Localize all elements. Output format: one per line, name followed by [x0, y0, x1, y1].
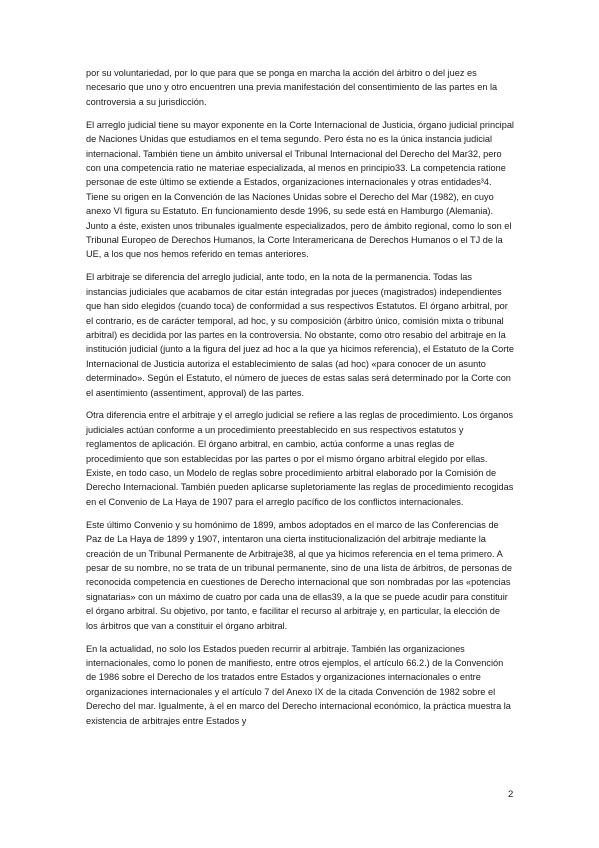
paragraph-3: El arbitraje se diferencia del arreglo judicial, ante todo, en la nota de la permanencia. Todas las instancias judiciales que acabamos de citar están integradas por jueces (magistrados) independientes que han sido elegidos (cuando toca) de conformidad a sus respectivos Estatutos. El órgano arbitral, por el contrario, es de carácter temporal, ad hoc, y su composición (árbitro único, comisión mixta o tribunal arbitral) es decidida por las partes en la controversia. No obstante, como otro resabio del arbitraje en la institución judicial (junto a la figura del juez ad hoc a la que ya hicimos referencia), el Estatuto de la Corte Internacional de Justicia autoriza el establecimiento de salas (ad hoc) «para conocer de un asunto determinado». Según el Estatuto, el número de jueces de estas salas será determinado por la Corte con el asentimiento (assentiment, approval) de las partes.: [86, 272, 514, 398]
paragraph-5: Este último Convenio y su homónimo de 1899, ambos adoptados en el marco de las Conferencias de Paz de La Haya de 1899 y 1907, intentaron una cierta institucionalización del arbitraje mediante la creación de un Tribunal Permanente de Arbitraje38, al que ya hicimos referencia en el tema primero. A pesar de su nombre, no se trata de un tribunal permanente, sino de una lista de árbitros, de personas de reconocida competencia en cuestiones de Derecho internacional que son nombradas por las «potencias signatarias» con un máximo de cuatro por cada una de ellas39, a la que se puede acudir para constituir el órgano arbitral. Su objetivo, por tanto, e facilitar el recurso al arbitraje y, en particular, la elección de los árbitros que van a constituir el órgano arbitral.: [86, 519, 512, 631]
paragraph-2: El arreglo judicial tiene su mayor exponente en la Corte Internacional de Justicia, órgano judicial principal de Naciones Unidas que estudiamos en el tema segundo. Pero ésta no es la única instancia judicial internacional. También tiene un ámbito universal el Tribunal Internacional del Derecho del Mar32, pero con una competencia ratio ne materiae especializada, al menos en principio33. La competencia ratione personae de este último se extiende a Estados, organizaciones internacionales y otras entidades³4. Tiene su origen en la Convención de las Naciones Unidas sobre el Derecho del Mar (1982), en cuyo anexo VI figura su Estatuto. En funcionamiento desde 1996, su sede está en Hamburgo (Alemania). Junto a éste, existen unos tribunales igualmente especializados, pero de ámbito regional, como lo son el Tribunal Europeo de Derechos Humanos, la Corte Interamericana de Derechos Humanos o el TJ de la UE, a los que nos hemos referido en temas anteriores.: [86, 119, 514, 260]
paragraph-6: En la actualidad, no solo los Estados pueden recurrir al arbitraje. También las organizaciones internacionales, como lo ponen de manifiesto, entre otros ejemplos, el artículo 66.2.) de la Convención de 1986 sobre el Derecho de los tratados entre Estados y organizaciones internacionales o entre organizaciones internacionales y el artículo 7 del Anexo IX de la citada Convención de 1982 sobre el Derecho del mar. Igualmente, à el en marco del Derecho internacional económico, la práctica muestra la existencia de arbitrajes entre Estados y: [86, 643, 511, 726]
body-text: [86, 66, 514, 736]
paragraph-1: por su voluntariedad, por lo que para que se ponga en marcha la acción del árbitro o del juez es necesario que uno y otro encuentren una previa manifestación del consentimiento de las partes en la controversia a su jurisdicción.: [86, 68, 498, 107]
paragraph-4: Otra diferencia entre el arbitraje y el arreglo judicial se refiere a las reglas de procedimiento. Los órganos judiciales actúan conforme a un procedimiento preestablecido en sus respectivos estatutos y reglamentos de aplicación. El órgano arbitral, en cambio, actúa conforme a unas reglas de procedimiento que son establecidas por las partes o por el mismo órgano arbitral elegido por ellas. Existe, en todo caso, un Modelo de reglas sobre procedimiento arbitral elaborado por la Comisión de Derecho Internacional. También pueden aplicarse supletoriamente las reglas de procedimiento recogidas en el Convenio de La Haya de 1907 para el arreglo pacífico de los conflictos internacionales.: [86, 410, 514, 507]
page-number: 2: [508, 789, 514, 800]
